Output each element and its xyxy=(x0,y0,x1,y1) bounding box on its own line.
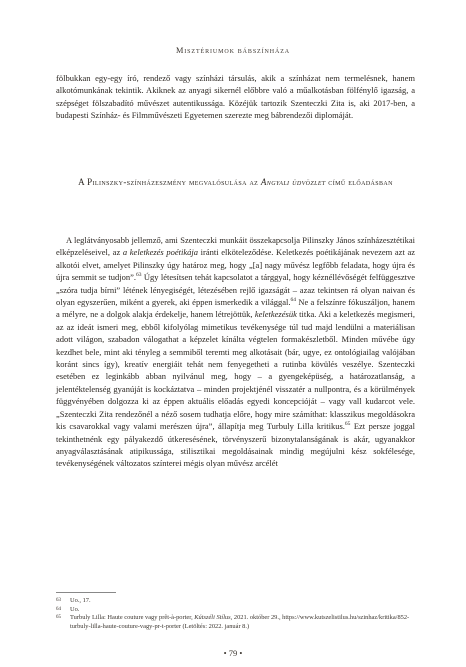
paragraph-main xyxy=(56,234,415,470)
footnote-number: 63 xyxy=(56,598,61,603)
page-number: • 79 • xyxy=(223,648,243,658)
footnote-number: 65 xyxy=(56,615,61,621)
heading-text: A Pilinszky-színházeszmény megvalósulása az xyxy=(78,177,261,187)
footnote xyxy=(56,597,415,606)
footnote-text xyxy=(70,614,415,631)
paragraph-text: fölbukkan egy-egy író, rendező vagy színházi társulás, akik a színházat nem termelésnek, hanem alkotómunkának tekintik. Akiknek az anyagi sikernél előbbre való a műalkotásban fölfénylő igazság, a szépséget fölszabadító művészet autentikussága. Közéjük tartozik Szenteczki Zita is, aki 2017-ben, a budapesti Színház- és Filmművészeti Egyetemen szerezte meg bábrendezői diplomáját. xyxy=(56,73,415,121)
footnote-text: Uo., 17. xyxy=(70,597,91,604)
heading-italic-title: Angyali üdvözlet xyxy=(260,177,326,187)
footnote xyxy=(56,614,415,631)
text-run: Ne a felszínre fókuszáljon, hanem a mélyre, ne a dolgok alakja érdekelje, hanem létrejöttük, xyxy=(56,297,415,320)
footnote-number: 64 xyxy=(56,606,61,612)
italic-run: Kútszéli Stílus xyxy=(194,614,231,622)
paragraph-text xyxy=(56,234,415,470)
footnote-text: Uo. xyxy=(70,605,80,613)
footnote-ref: 63 xyxy=(136,272,142,279)
heading-text-end: című előadásban xyxy=(325,177,393,187)
section-heading xyxy=(56,176,415,188)
footnote xyxy=(56,606,415,615)
footnote-divider xyxy=(56,592,116,593)
italic-run: keletkezésük xyxy=(254,309,297,320)
italic-run: a keletkezés poétikája xyxy=(122,247,199,258)
text-run: Turbuly Lilla: Haute couture vagy prêt-à-porter, xyxy=(70,614,195,622)
text-run: iránti elköteleződése. Keletkezés poétikájának nevezem azt az alkotói elvet, amelyet Pilinszky úgy határoz meg, hogy „[a] nagy művész legfőbb feladata, hogy újra és újra semmit se tudjon”. xyxy=(56,247,415,283)
paragraph-opening xyxy=(56,72,415,122)
text-run: , 2021. október 29., https://www.kutszelistilus.hu/szinhaz/kritika/852-turbuly-lilla-haute-couture-vagy-pr-t-porter (Letöltés: 2022. január 8.) xyxy=(70,614,410,630)
footnote-ref: 65 xyxy=(344,421,351,428)
text-run: titka. Aki a keletkezés megismeri, az az ideát ismeri meg, ebből kifolyólag mimetikus tevékenysége túl tud majd lendülni a materiálisan adott világon, szabadon válogathat a képzelet kínálta végtelen formakészletből. Minden művébe úgy kezdhet bele, mint aki tényleg a semmiből teremti meg alkotásait (bár, ugye, ez ontológiailag valójában koránt sincs így), kreatív energiáit tehát nem fenyegetheti a rutinba kövülés veszélye. Szenteczki esetében ez leginkább abban nyilvánul meg, hogy – a gyengeképüség, a határozatlanság, a jelentéktelenség gyanúját is kockáztatva – minden projektjénél visszatér a nullpontra, és a körülmények függvényében dolgozza ki az éppen aktuális előadás egyedi koncepcióját – vagy vall kudarcot vele. „Szenteczki Zita rendezőnél a néző sosem tudhatja előre, hogy mire számíthat: klasszikus megoldásokra kis csavarokkal vagy valami merészen újra”, állapítja meg Turbuly Lilla kritikus. xyxy=(56,309,416,432)
footnotes xyxy=(56,597,415,631)
text-run: Úgy létesítsen tehát kapcsolatot a tárggyal, hogy kéznéllévőségét felfüggesztve „szóra tudja bírni” létének lényegiségét, létezésében rejlő igazságát – azaz tekintsen rá olyan naivan és olyan egyszerűen, miként a gyerek, aki éppen ismerkedik a világgal. xyxy=(56,272,415,308)
text-run: Ezt persze joggal tekinthetnénk egy pályakezdő útkeresésének, törvényszerű bizonytalanságának is akár, ugyanakkor anyagválasztásának atipikussága, stilisztikai megoldásainak mindig megújulni kész sokfélesége, tevékenységének változatos színterei mégis olyan művész arcélét xyxy=(56,421,415,469)
footnote-ref: 64 xyxy=(290,297,296,304)
text-run: A leglátványosabb jellemző, ami Szenteczki munkáit összekapcsolja Pilinszky János színházesztétikai elképzeléseivel, az xyxy=(56,235,415,258)
running-head: Misztériumok bábszínháza xyxy=(175,46,291,55)
